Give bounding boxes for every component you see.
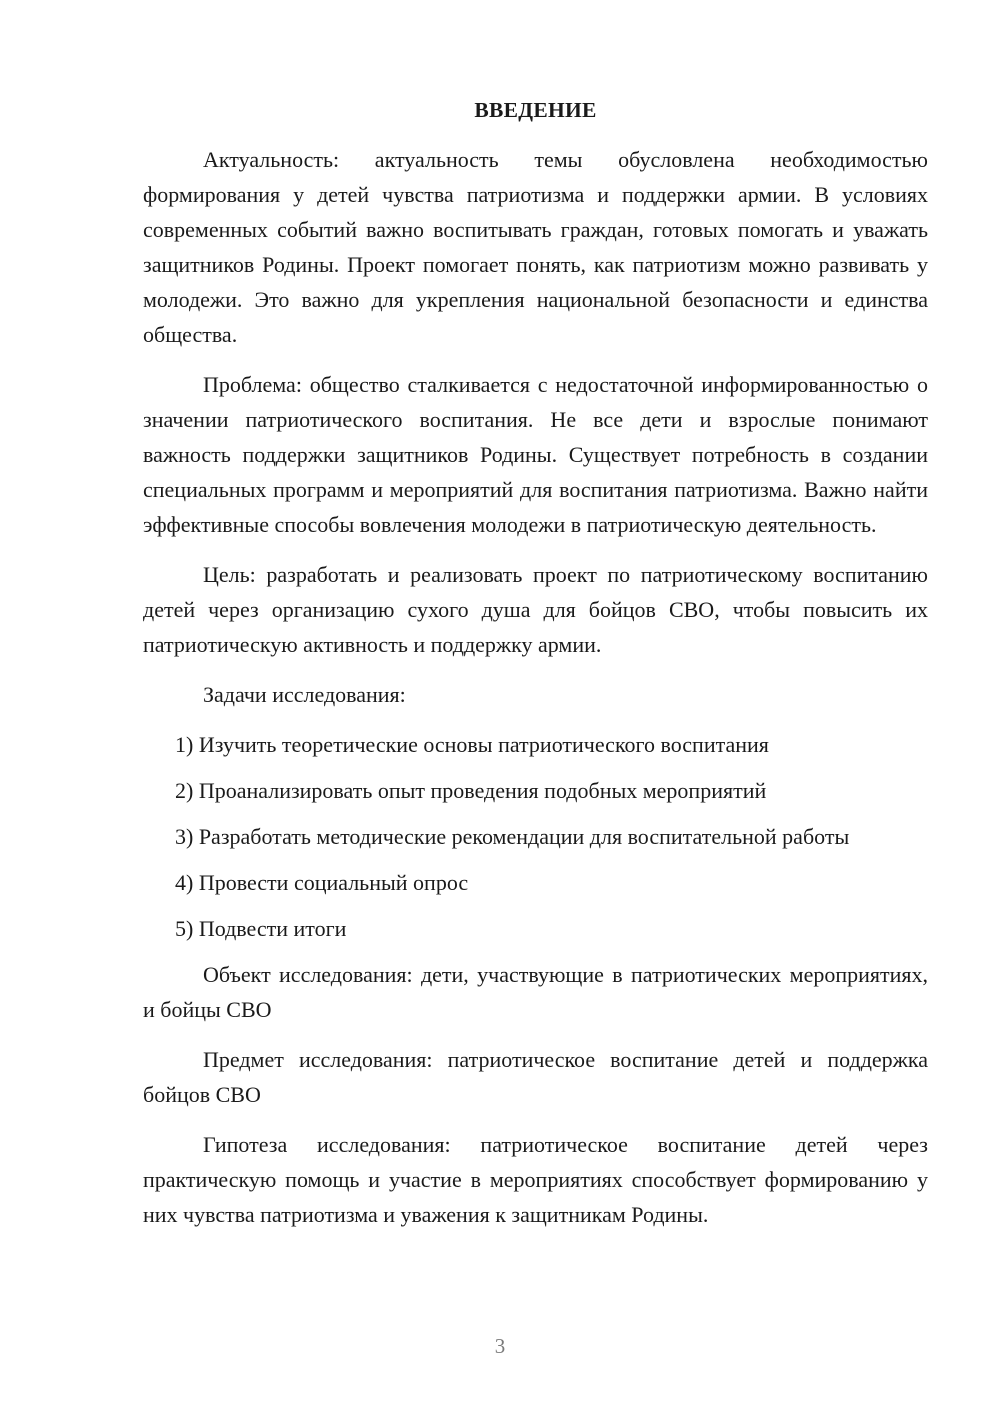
problem-paragraph: Проблема: общество сталкивается с недостаточной информированностью о значении патриотического воспитания. Не все дети и взрослые понимают важность поддержки защитников Родины. Существует потребность в создании специальных программ и мероприятий для воспитания патриотизма. Важно найти эффективные способы вовлечения молодежи в патриотическую деятельность.: [143, 372, 928, 537]
hypothesis-paragraph: Гипотеза исследования: патриотическое воспитание детей через практическую помощь и участие в мероприятиях способствует формированию у них чувства патриотизма и уважения к защитникам Родины.: [143, 1132, 928, 1227]
relevance-paragraph: Актуальность: актуальность темы обусловлена необходимостью формирования у детей чувства патриотизма и поддержки армии. В условиях современных событий важно воспитывать граждан, готовых помогать и уважать защитников Родины. Проект помогает понять, как патриотизм можно развивать у молодежи. Это важно для укрепления национальной безопасности и единства общества.: [143, 147, 928, 347]
section-heading: ВВЕДЕНИЕ: [474, 98, 597, 122]
page-content: [143, 95, 928, 1247]
object-paragraph: Объект исследования: дети, участвующие в патриотических мероприятиях, и бойцы СВО: [143, 962, 928, 1022]
task-item-5: 5) Подвести итоги: [175, 916, 347, 941]
tasks-title: Задачи исследования:: [203, 682, 406, 707]
task-item-2: 2) Проанализировать опыт проведения подобных мероприятий: [175, 778, 767, 803]
task-item-1: 1) Изучить теоретические основы патриотического воспитания: [175, 732, 769, 757]
task-item-3: 3) Разработать методические рекомендации для воспитательной работы: [175, 824, 850, 849]
subject-paragraph: Предмет исследования: патриотическое воспитание детей и поддержка бойцов СВО: [143, 1047, 928, 1107]
goal-paragraph: Цель: разработать и реализовать проект по патриотическому воспитанию детей через организацию сухого душа для бойцов СВО, чтобы повысить их патриотическую активность и поддержку армии.: [143, 562, 928, 657]
task-item-4: 4) Провести социальный опрос: [175, 870, 469, 895]
page-number: 3: [494, 1334, 506, 1358]
